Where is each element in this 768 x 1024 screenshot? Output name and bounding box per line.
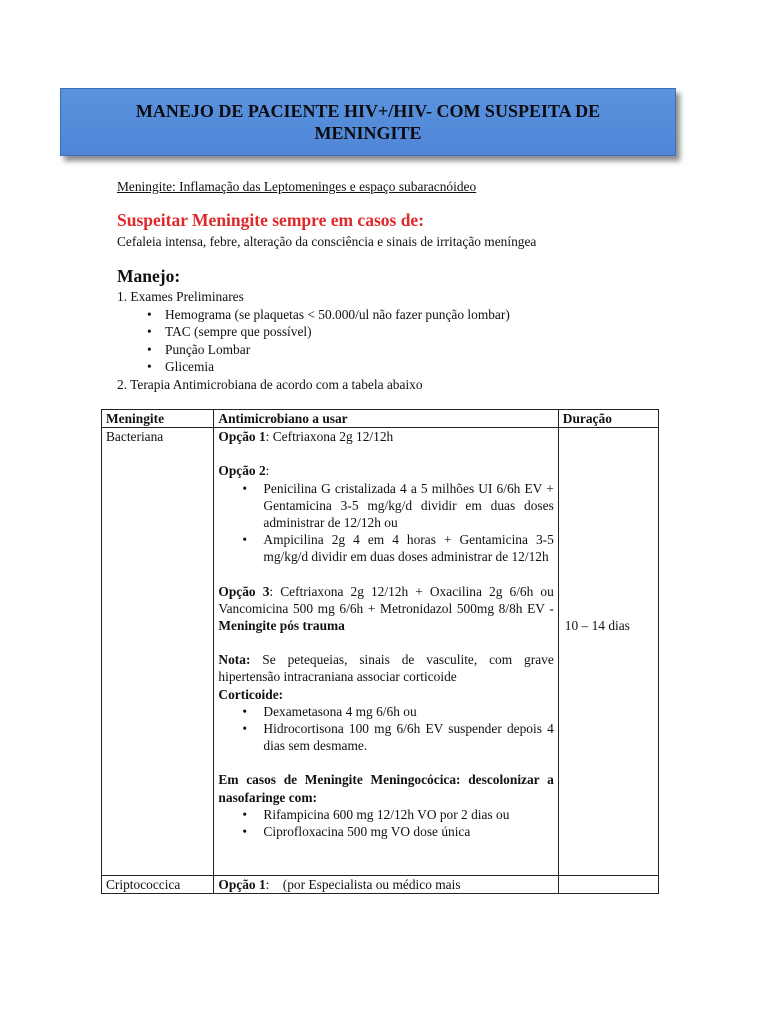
criptococcica-treatment: Opção 1: (por Especialista ou médico mais	[214, 876, 558, 894]
table-row	[102, 428, 659, 876]
exam-item: • Hemograma (se plaquetas < 50.000/ul não fazer punção lombar)	[147, 306, 510, 322]
list-item: • Ciprofloxacina 500 mg VO dose única	[242, 824, 471, 840]
list-item: • Dexametasona 4 mg 6/6h ou	[242, 703, 417, 719]
page-title: MANEJO DE PACIENTE HIV+/HIV- COM SUSPEITA DE MENINGITE	[135, 101, 601, 143]
manejo-heading: Manejo:	[117, 266, 181, 286]
bacteriana-duration-cell	[558, 428, 658, 876]
suspect-heading: Suspeitar Meningite sempre em casos de:	[117, 210, 425, 230]
step-2: 2. Terapia Antimicrobiana de acordo com a tabela abaixo	[117, 376, 423, 392]
list-item: • Ampicilina 2g 4 em 4 horas + Gentamicina 3-5 mg/kg/d dividir em duas doses administrar de 12/12h	[242, 532, 554, 565]
suspect-text: Cefaleia intensa, febre, alteração da consciência e sinais de irritação meníngea	[117, 234, 537, 249]
step-1: 1. Exames Preliminares	[117, 289, 244, 304]
type-criptococcica: Criptococcica	[102, 876, 214, 894]
therapy-table	[101, 409, 659, 894]
duration-value: 10 – 14 dias	[564, 618, 630, 634]
bacteriana-treatment: Opção 1: Ceftriaxona 2g 12/12h Opção 2: • Penicilina G cristalizada 4 a 5 milhões UI 6/6h EV + Gentamicina 3-5 mg/kg/d dividir em duas doses administrar de 12/12h ou • Ampicilina 2g 4 em 4 horas + Gentamicina 3-5 mg/kg/d dividir em duas doses administrar de 12/12h Opção 3: Ceftriaxona 2g 12/12h + Oxacilina 2g 6/6h ou Vancomicina 500 mg 6/6h + Metronidazol 500mg 8/8h EV - Meningite pós trauma Nota: Se petequeias, sinais de vasculite, com grave hipertensão intracraniana associar corticoide Corticoide: • Dexametasona 4 mg 6/6h ou • Hidrocortisona 100 mg 6/6h EV suspender depois 4 dias sem desmame. Em casos de Meningite Meningocócica: descolonizar a nasofaringe com: • Rifampicina 600 mg 12/12h VO por 2 dias ou • Ciprofloxacina 500 mg VO dose única	[214, 428, 558, 876]
header-antimicrobiano: Antimicrobiano a usar	[214, 410, 558, 428]
header-duracao: Duração	[558, 410, 658, 428]
exam-item: • Punção Lombar	[147, 341, 251, 357]
header-meningite: Meningite	[102, 410, 214, 428]
manejo-steps	[117, 288, 510, 394]
criptococcica-duration-cell	[558, 876, 658, 894]
title-banner	[60, 88, 676, 156]
exam-item: • Glicemia	[147, 359, 215, 375]
table-header-row	[102, 410, 659, 428]
list-item: • Penicilina G cristalizada 4 a 5 milhões UI 6/6h EV + Gentamicina 3-5 mg/kg/d dividir em duas doses administrar de 12/12h ou	[242, 480, 554, 531]
list-item: • Rifampicina 600 mg 12/12h VO por 2 dias ou	[242, 806, 510, 822]
table-row	[102, 876, 659, 894]
exam-item: • TAC (sempre que possível)	[147, 324, 312, 340]
definition-text: Meningite: Inflamação das Leptomeninges e espaço subaracnóideo	[117, 179, 477, 194]
list-item: • Hidrocortisona 100 mg 6/6h EV suspender depois 4 dias sem desmame.	[242, 721, 554, 754]
type-bacteriana: Bacteriana	[102, 428, 214, 876]
